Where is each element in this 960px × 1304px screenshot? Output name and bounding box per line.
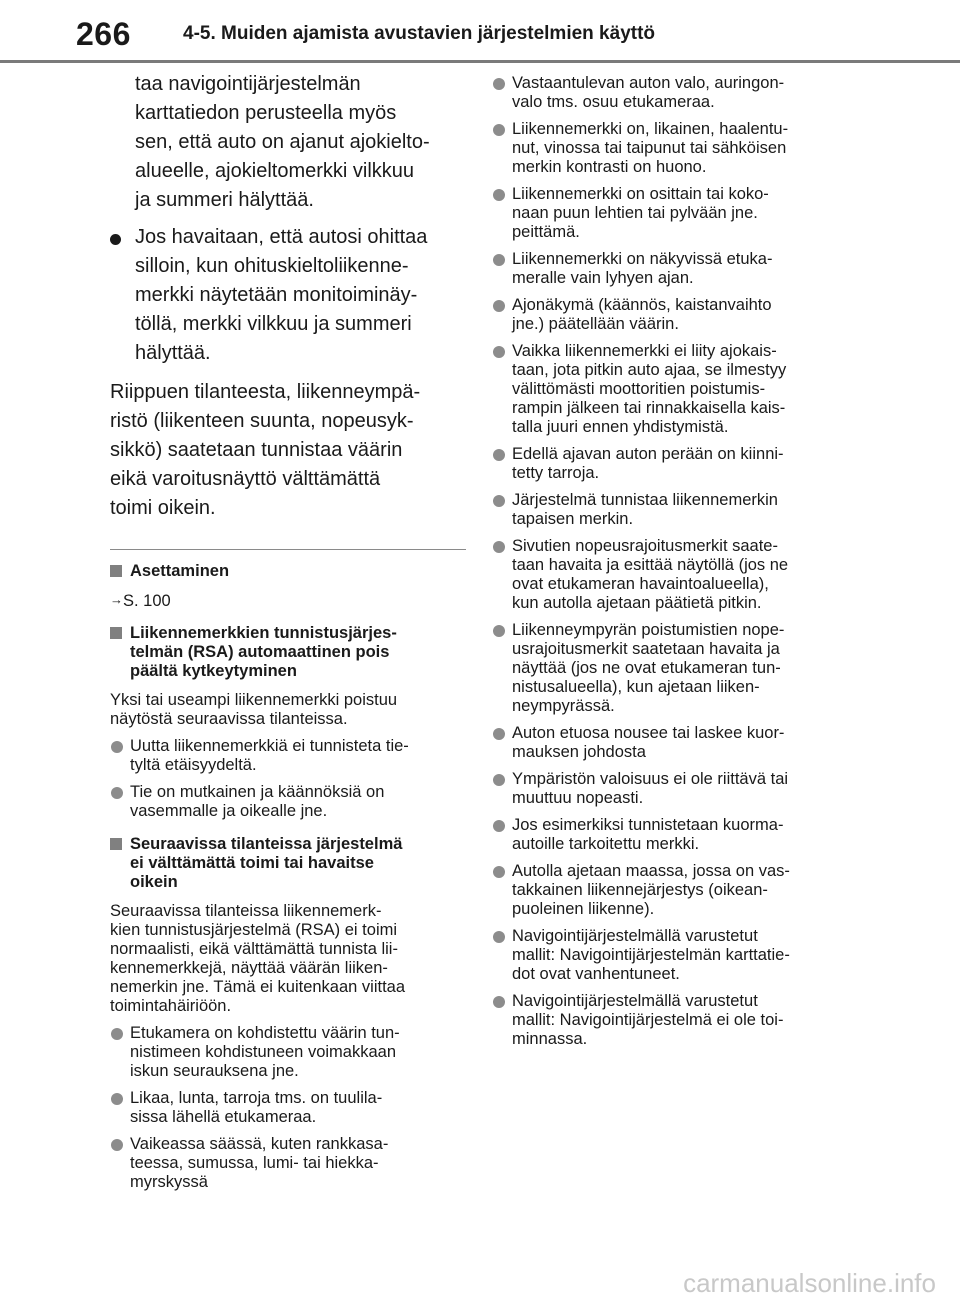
text-line: merkki näytetään monitoiminäy- — [135, 284, 418, 306]
bullet-dot-icon — [493, 346, 505, 358]
text-line: kennemerkkejä, näyttää väärän liiken- — [110, 959, 388, 977]
chapter-title: 4-5. Muiden ajamista avustavien järjestelmien käyttö — [183, 23, 656, 44]
page-reference-link[interactable] — [110, 591, 466, 612]
bullet-dot-icon — [493, 774, 505, 786]
text-line: Liikennemerkki on näkyvissä etuka- — [512, 250, 773, 268]
text-line: Edellä ajavan auton perään on kiinni- — [512, 445, 784, 463]
text-line: ei välttämättä toimi tai havaitse — [130, 854, 374, 872]
text-line: sissa lähellä etukameraa. — [130, 1108, 317, 1126]
text-line: sen, että auto on ajanut ajokielto- — [135, 131, 430, 153]
text-line: Riippuen tilanteesta, liikenneympä- — [110, 381, 421, 403]
text-line: meralle vain lyhyen ajan. — [512, 269, 694, 287]
list-item — [110, 1024, 466, 1081]
list-item — [492, 342, 852, 437]
bullet-dot-icon — [493, 124, 505, 136]
bullet-dot-icon — [493, 189, 505, 201]
page-header — [0, 0, 960, 64]
text-line: puoleinen liikenne). — [512, 900, 655, 918]
bullet-dot-icon — [493, 254, 505, 266]
text-line: hälyttää. — [135, 342, 211, 364]
bullet-dot-icon — [493, 449, 505, 461]
auto-off-heading — [110, 624, 466, 681]
list-item — [492, 724, 852, 762]
text-line: rampin jälkeen tai rinnakkaisella kais- — [512, 399, 786, 417]
right-column — [492, 74, 852, 1049]
heading-text: Asettaminen — [130, 562, 230, 580]
text-line: kien tunnistusjärjestelmä (RSA) ei toimi — [110, 921, 398, 939]
page-number: 266 — [76, 16, 131, 52]
text-line: nistimeen kohdistuneen voimakkaan — [130, 1043, 396, 1061]
text-line: takkainen liikennejärjestys (oikean- — [512, 881, 768, 899]
text-line: silloin, kun ohituskieltoliikenne- — [135, 255, 409, 277]
text-line: toimintahäiriöön. — [110, 997, 232, 1015]
square-bullet-icon — [110, 565, 122, 577]
list-item — [110, 1135, 466, 1192]
text-line: Seuraavissa tilanteissa liikennemerk- — [110, 902, 382, 920]
bullet-dot-icon — [493, 625, 505, 637]
text-line: nut, vinossa tai taipunut tai sähköisen — [512, 139, 787, 157]
text-line: Seuraavissa tilanteissa järjestelmä — [130, 835, 403, 853]
text-line: Navigointijärjestelmällä varustetut — [512, 992, 758, 1010]
left-column — [110, 70, 466, 1192]
text-line: iskun seurauksena jne. — [130, 1062, 299, 1080]
text-line: telmän (RSA) automaattinen pois — [130, 643, 390, 661]
text-line: eikä varoitusnäyttö välttämättä — [110, 468, 381, 490]
text-line: Liikennemerkkien tunnistusjärjes- — [130, 624, 397, 642]
list-item — [492, 120, 852, 177]
text-line: töllä, merkki vilkkuu ja summeri — [135, 313, 412, 335]
text-line: kun autolla ajetaan päätietä pitkin. — [512, 594, 762, 612]
text-line: minnassa. — [512, 1030, 588, 1048]
bullet-dot-icon — [493, 931, 505, 943]
bullet-dot-icon — [111, 1093, 123, 1105]
square-bullet-icon — [110, 838, 122, 850]
text-line: Likaa, lunta, tarroja tms. on tuulila- — [130, 1089, 383, 1107]
text-line: näytöstä seuraavissa tilanteissa. — [110, 710, 348, 728]
text-line: tyltä etäisyydeltä. — [130, 756, 257, 774]
continuation-text — [135, 70, 466, 215]
list-item — [110, 737, 466, 775]
text-line: normaalisti, eikä välttämättä tunnista lii- — [110, 940, 398, 958]
text-line: Yksi tai useampi liikennemerkki poistuu — [110, 691, 398, 709]
header-rule — [0, 60, 960, 63]
text-line: neympyrässä. — [512, 697, 615, 715]
text-line: Ympäristön valoisuus ei ole riittävä tai — [512, 770, 789, 788]
list-item — [492, 185, 852, 242]
text-line: oikein — [130, 873, 178, 891]
text-line: Auton etuosa nousee tai laskee kuor- — [512, 724, 785, 742]
text-line: valo tms. osuu etukameraa. — [512, 93, 715, 111]
bullet-dot-icon — [493, 78, 505, 90]
reference-text: S. 100 — [123, 592, 171, 610]
text-line: Tie on mutkainen ja käännöksiä on — [130, 783, 385, 801]
auto-off-paragraph — [110, 691, 466, 729]
text-line: Jos esimerkiksi tunnistetaan kuorma- — [512, 816, 784, 834]
text-line: nemerkin jne. Tämä ei kuitenkaan viittaa — [110, 978, 406, 996]
section-divider — [110, 549, 466, 550]
bullet-dot-icon — [110, 234, 121, 245]
text-line: myrskyssä — [130, 1173, 208, 1191]
intro-paragraph — [110, 378, 466, 523]
arrow-right-icon: → — [110, 592, 123, 607]
not-working-paragraph — [110, 902, 466, 1016]
text-line: Uutta liikennemerkkiä ei tunnisteta tie- — [130, 737, 409, 755]
text-line: tetty tarroja. — [512, 464, 600, 482]
list-item — [492, 816, 852, 854]
text-line: Vastaantulevan auton valo, auringon- — [512, 74, 785, 92]
list-item — [492, 992, 852, 1049]
bullet-dot-icon — [493, 820, 505, 832]
text-line: Jos havaitaan, että autosi ohittaa — [135, 226, 428, 248]
list-item — [110, 1089, 466, 1127]
text-line: autoille tarkoitettu merkki. — [512, 835, 700, 853]
list-item — [492, 862, 852, 919]
text-line: talla juuri ennen yhdistymistä. — [512, 418, 729, 436]
text-line: ristö (liikenteen suunta, nopeusyk- — [110, 410, 414, 432]
text-line: muuttuu nopeasti. — [512, 789, 644, 807]
text-line: merkin kontrasti on huono. — [512, 158, 707, 176]
overtaking-bullet — [110, 223, 466, 368]
list-item — [492, 621, 852, 716]
text-line: taan, jota pitkin auto ajaa, se ilmestyy — [512, 361, 787, 379]
text-line: Liikenneympyrän poistumistien nope- — [512, 621, 785, 639]
text-line: Liikennemerkki on osittain tai koko- — [512, 185, 769, 203]
text-line: teessa, sumussa, lumi- tai hiekka- — [130, 1154, 379, 1172]
bullet-dot-icon — [111, 1028, 123, 1040]
text-line: mauksen johdosta — [512, 743, 646, 761]
text-line: vasemmalle ja oikealle jne. — [130, 802, 328, 820]
text-line: Autolla ajetaan maassa, jossa on vas- — [512, 862, 790, 880]
text-line: taan havaita ja esittää näytöllä (jos ne — [512, 556, 789, 574]
list-item — [492, 491, 852, 529]
list-item — [492, 770, 852, 808]
bullet-dot-icon — [111, 787, 123, 799]
watermark-link[interactable]: carmanualsonline.info — [683, 1268, 936, 1298]
bullet-dot-icon — [493, 495, 505, 507]
text-line: karttatiedon perusteella myös — [135, 102, 397, 124]
text-line: toimi oikein. — [110, 497, 216, 519]
text-line: Etukamera on kohdistettu väärin tun- — [130, 1024, 400, 1042]
bullet-dot-icon — [493, 866, 505, 878]
list-item — [492, 296, 852, 334]
not-working-heading — [110, 835, 466, 892]
text-line: näyttää (jos ne ovat etukameran tun- — [512, 659, 781, 677]
bullet-dot-icon — [493, 728, 505, 740]
text-line: tapaisen merkin. — [512, 510, 634, 528]
bullet-dot-icon — [111, 741, 123, 753]
text-line: alueelle, ajokieltomerkki vilkkuu — [135, 160, 415, 182]
text-line: jne.) päätellään väärin. — [512, 315, 679, 333]
list-item — [492, 74, 852, 112]
setting-heading — [110, 562, 466, 581]
list-item — [110, 783, 466, 821]
list-item — [492, 250, 852, 288]
text-line: välittömästi moottoritien poistumis- — [512, 380, 766, 398]
text-line: Vaikka liikennemerkki ei liity ajokais- — [512, 342, 777, 360]
bullet-dot-icon — [111, 1139, 123, 1151]
text-line: naan puun lehtien tai pylvään jne. — [512, 204, 758, 222]
text-line: päältä kytkeytyminen — [130, 662, 297, 680]
text-line: peittämä. — [512, 223, 580, 241]
text-line: dot ovat vanhentuneet. — [512, 965, 680, 983]
list-item — [492, 927, 852, 984]
list-item — [492, 445, 852, 483]
text-line: ovat etukameran havaintoalueella), — [512, 575, 769, 593]
text-line: usrajoitusmerkit saatetaan havaita ja — [512, 640, 780, 658]
text-line: Sivutien nopeusrajoitusmerkit saate- — [512, 537, 778, 555]
bullet-dot-icon — [493, 541, 505, 553]
text-line: mallit: Navigointijärjestelmä ei ole toi- — [512, 1011, 784, 1029]
text-line: Järjestelmä tunnistaa liikennemerkin — [512, 491, 778, 509]
text-line: nistusalueella), kun ajetaan liiken- — [512, 678, 760, 696]
text-line: ja summeri hälyttää. — [135, 189, 314, 211]
text-line: taa navigointijärjestelmän — [135, 73, 361, 95]
text-line: Navigointijärjestelmällä varustetut — [512, 927, 758, 945]
text-line: mallit: Navigointijärjestelmän karttatie- — [512, 946, 790, 964]
text-line: Vaikeassa säässä, kuten rankkasa- — [130, 1135, 389, 1153]
text-line: Ajonäkymä (käännös, kaistanvaihto — [512, 296, 772, 314]
text-line: Liikennemerkki on, likainen, haalentu- — [512, 120, 789, 138]
list-item — [492, 537, 852, 613]
text-line: sikkö) saatetaan tunnistaa väärin — [110, 439, 403, 461]
bullet-dot-icon — [493, 300, 505, 312]
square-bullet-icon — [110, 627, 122, 639]
bullet-dot-icon — [493, 996, 505, 1008]
